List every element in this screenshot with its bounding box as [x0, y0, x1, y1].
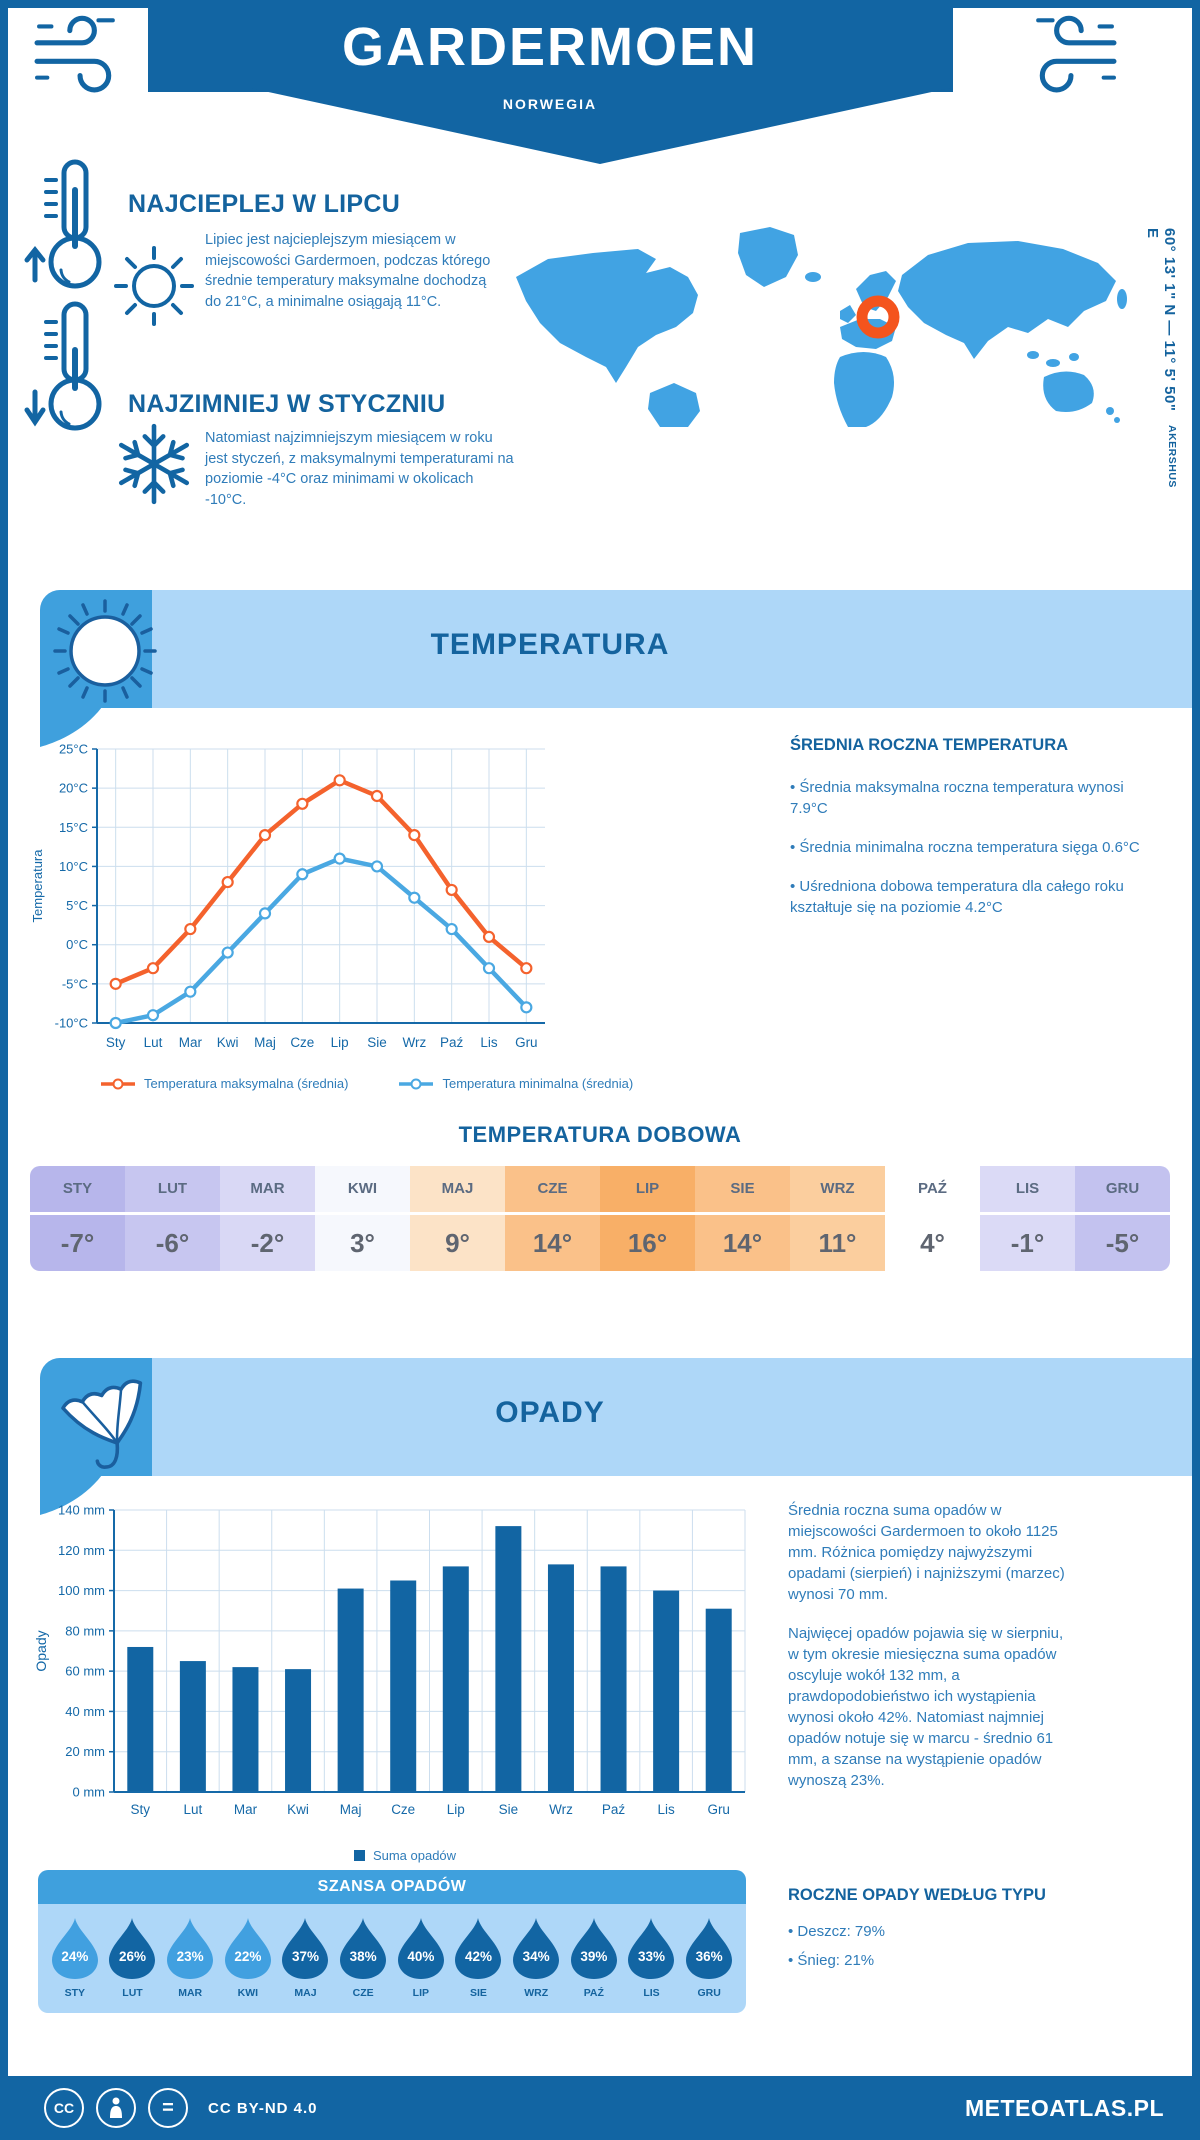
page-border-right: [1192, 0, 1200, 2140]
wind-icon: [26, 6, 130, 94]
svg-text:Kwi: Kwi: [216, 1035, 239, 1050]
svg-text:80 mm: 80 mm: [65, 1623, 105, 1639]
chance-value: 42%: [464, 1949, 492, 1964]
svg-text:Maj: Maj: [339, 1802, 362, 1817]
daily-temperature-table: [30, 1166, 1170, 1271]
svg-text:40 mm: 40 mm: [65, 1703, 105, 1719]
temperature-stats-heading: ŚREDNIA ROCZNA TEMPERATURA: [790, 736, 1069, 754]
droplet-icon: [571, 1916, 617, 1980]
world-map: [488, 215, 1140, 427]
chance-month-label: LIP: [412, 1987, 429, 1999]
temperature-section-title: TEMPERATURA: [430, 628, 670, 661]
header-corner-right: [953, 8, 1192, 92]
svg-text:-5°C: -5°C: [61, 976, 88, 992]
table-temperature-value: 11°: [790, 1215, 885, 1271]
table-temperature-value: -1°: [980, 1215, 1075, 1271]
chance-value: 34%: [522, 1949, 550, 1964]
svg-text:Sie: Sie: [367, 1035, 387, 1050]
svg-text:Wrz: Wrz: [402, 1035, 427, 1050]
droplet-icon: [167, 1916, 213, 1980]
chance-value: 24%: [61, 1949, 89, 1964]
temperature-line-chart: [28, 733, 573, 1065]
svg-text:5°C: 5°C: [66, 898, 88, 914]
legend-label: Suma opadów: [372, 1848, 457, 1863]
svg-text:Lis: Lis: [480, 1035, 498, 1050]
precipitation-types: [788, 1886, 1098, 1989]
thermometer-down-icon: [24, 298, 124, 438]
svg-text:25°C: 25°C: [58, 741, 88, 757]
svg-text:Temperatura: Temperatura: [30, 849, 45, 923]
svg-text:Lis: Lis: [657, 1802, 675, 1817]
chance-month-label: GRU: [697, 1987, 721, 1999]
precipitation-types-heading: ROCZNE OPADY WEDŁUG TYPU: [788, 1886, 1046, 1904]
chance-drop: [392, 1916, 450, 1999]
header-corner-left: [8, 8, 148, 92]
svg-text:-10°C: -10°C: [54, 1015, 88, 1031]
droplet-icon: [513, 1916, 559, 1980]
svg-text:15°C: 15°C: [58, 819, 88, 835]
droplet-icon: [398, 1916, 444, 1980]
droplet-icon: [282, 1916, 328, 1980]
svg-text:Cze: Cze: [391, 1802, 416, 1817]
table-month-header: LIS: [980, 1166, 1075, 1215]
table-month-header: MAR: [220, 1166, 315, 1215]
precipitation-chance-box: [38, 1870, 746, 2013]
table-month-header: CZE: [505, 1166, 600, 1215]
chance-month-label: LUT: [122, 1987, 143, 1999]
svg-text:Sty: Sty: [105, 1035, 126, 1050]
table-temperature-value: 9°: [410, 1215, 505, 1271]
chance-drop: [104, 1916, 162, 1999]
warm-section-text: Lipiec jest najcieplejszym miesiącem w miejscowości Gardermoen, podczas którego średnie temperatury maksymalne dochodzą do 21°C, a minimalne osiągają 11°C.: [205, 232, 491, 310]
precipitation-text: [788, 1500, 1073, 1809]
page-title: GARDERMOEN: [341, 17, 758, 77]
table-temperature-value: 4°: [885, 1215, 980, 1271]
svg-text:Mar: Mar: [178, 1035, 202, 1050]
svg-text:Gru: Gru: [515, 1035, 538, 1050]
location-marker: [862, 301, 894, 333]
chance-month-label: LIS: [643, 1987, 660, 1999]
svg-text:Lut: Lut: [143, 1035, 163, 1050]
chance-value: 22%: [234, 1949, 262, 1964]
table-month-header: WRZ: [790, 1166, 885, 1215]
chance-month-label: MAR: [178, 1987, 203, 1999]
svg-text:Paź: Paź: [440, 1035, 464, 1050]
table-temperature-value: 14°: [695, 1215, 790, 1271]
attribution-icon: [96, 2088, 136, 2128]
cold-section-text: Natomiast najzimniejszym miesiącem w roku jest styczeń, z maksymalnymi temperaturami na poziomie -4°C oraz minimami w okolicach -10°C.: [205, 430, 514, 508]
svg-text:Wrz: Wrz: [549, 1802, 573, 1817]
legend-item: Temperatura minimalna (średnia): [398, 1076, 633, 1091]
chance-drop: [277, 1916, 335, 1999]
temperature-stat-item: • Średnia maksymalna roczna temperatura wynosi 7.9°C: [790, 779, 1124, 817]
svg-text:60 mm: 60 mm: [65, 1663, 105, 1679]
cold-section-heading: NAJZIMNIEJ W STYCZNIU: [128, 390, 446, 418]
svg-text:Paź: Paź: [601, 1802, 626, 1817]
page-subtitle: NORWEGIA: [502, 96, 598, 112]
table-temperature-value: -6°: [125, 1215, 220, 1271]
svg-text:Cze: Cze: [290, 1035, 315, 1050]
temperature-stat-item: • Uśredniona dobowa temperatura dla całego roku kształtuje się na poziomie 4.2°C: [790, 878, 1124, 916]
svg-text:0°C: 0°C: [66, 937, 88, 953]
coordinates-block: [1144, 228, 1178, 488]
chance-month-label: PAŹ: [583, 1987, 604, 1999]
coordinates-text: 60° 13' 1" N — 11° 5' 50" E: [1144, 228, 1178, 412]
chance-value: 39%: [580, 1949, 608, 1964]
chance-value: 40%: [407, 1949, 435, 1964]
chance-month-label: KWI: [237, 1987, 259, 1999]
snowflake-icon: [108, 418, 200, 510]
chance-value: 38%: [349, 1949, 377, 1964]
chance-value: 33%: [637, 1949, 665, 1964]
thermometer-up-icon: [24, 156, 124, 296]
chance-month-label: SIE: [470, 1987, 487, 1999]
svg-text:0 mm: 0 mm: [72, 1784, 105, 1800]
site-name: METEOATLAS.PL: [964, 2094, 1164, 2121]
chance-drop: [450, 1916, 508, 1999]
legend-swatch: [354, 1850, 365, 1861]
footer: [0, 2076, 1200, 2140]
svg-text:Kwi: Kwi: [287, 1802, 309, 1817]
table-month-header: PAŹ: [885, 1166, 980, 1215]
page-border-left: [0, 0, 8, 2140]
droplet-icon: [109, 1916, 155, 1980]
precipitation-type-item: • Śnieg: 21%: [788, 1952, 875, 1969]
table-temperature-value: -2°: [220, 1215, 315, 1271]
precipitation-chance-drops: [38, 1904, 746, 2013]
table-temperature-value: -5°: [1075, 1215, 1170, 1271]
precipitation-chart-legend: [30, 1848, 780, 1863]
svg-text:Lip: Lip: [330, 1035, 349, 1050]
chance-month-label: MAJ: [294, 1987, 317, 1999]
chance-drop: [334, 1916, 392, 1999]
droplet-icon: [628, 1916, 674, 1980]
table-month-header: KWI: [315, 1166, 410, 1215]
droplet-icon: [686, 1916, 732, 1980]
umbrella-icon: [52, 1364, 164, 1476]
table-month-header: MAJ: [410, 1166, 505, 1215]
chance-drop: [507, 1916, 565, 1999]
chance-drop: [623, 1916, 681, 1999]
chance-month-label: CZE: [352, 1987, 374, 1999]
daily-temperature-title: TEMPERATURA DOBOWA: [458, 1122, 742, 1147]
precipitation-paragraph: Średnia roczna suma opadów w miejscowości Gardermoen to około 1125 mm. Różnica pomiędzy najwyższymi opadami (sierpień) i najniższymi (marzec) wynosi 70 mm.: [788, 1502, 1065, 1603]
chance-value: 26%: [118, 1949, 146, 1964]
precipitation-chance-title: SZANSA OPADÓW: [38, 1870, 746, 1904]
svg-text:Lut: Lut: [183, 1802, 203, 1817]
svg-text:10°C: 10°C: [58, 858, 88, 874]
temperature-stats: [790, 736, 1140, 936]
chance-value: 37%: [291, 1949, 319, 1964]
chance-value: 23%: [176, 1949, 204, 1964]
svg-text:120 mm: 120 mm: [58, 1542, 105, 1558]
svg-text:100 mm: 100 mm: [58, 1583, 105, 1599]
table-temperature-value: -7°: [30, 1215, 125, 1271]
svg-text:20°C: 20°C: [58, 780, 88, 796]
nd-icon: =: [148, 2088, 188, 2128]
license-label: CC BY-ND 4.0: [208, 2099, 318, 2117]
sun-banner-icon: [50, 596, 160, 706]
cc-icon: CC: [44, 2088, 84, 2128]
chance-month-label: WRZ: [524, 1987, 549, 1999]
droplet-icon: [455, 1916, 501, 1980]
chance-drop: [565, 1916, 623, 1999]
warm-section-heading: NAJCIEPLEJ W LIPCU: [128, 190, 401, 218]
svg-text:Gru: Gru: [707, 1802, 730, 1817]
table-month-header: LIP: [600, 1166, 695, 1215]
svg-text:Maj: Maj: [254, 1035, 276, 1050]
table-temperature-value: 14°: [505, 1215, 600, 1271]
region-label: AKERSHUS: [1166, 425, 1178, 488]
legend-item: Temperatura maksymalna (średnia): [100, 1076, 348, 1091]
table-month-header: STY: [30, 1166, 125, 1215]
svg-text:Mar: Mar: [233, 1802, 258, 1817]
table-temperature-value: 16°: [600, 1215, 695, 1271]
precipitation-bar-chart: [30, 1492, 780, 1842]
svg-text:Opady: Opady: [33, 1630, 49, 1672]
chance-drop: [219, 1916, 277, 1999]
svg-text:20 mm: 20 mm: [65, 1744, 105, 1760]
precipitation-section-title: OPADY: [495, 1396, 605, 1429]
table-month-header: GRU: [1075, 1166, 1170, 1215]
svg-text:140 mm: 140 mm: [58, 1502, 105, 1518]
chance-value: 36%: [695, 1949, 723, 1964]
precipitation-type-item: • Deszcz: 79%: [788, 1923, 885, 1940]
temperature-stat-item: • Średnia minimalna roczna temperatura sięga 0.6°C: [790, 839, 1140, 856]
temperature-chart-legend: [100, 1076, 633, 1091]
table-temperature-value: 3°: [315, 1215, 410, 1271]
svg-text:Sie: Sie: [498, 1802, 519, 1817]
svg-text:Lip: Lip: [446, 1802, 465, 1817]
droplet-icon: [225, 1916, 271, 1980]
chance-drop: [680, 1916, 738, 1999]
wind-icon: [1021, 6, 1125, 94]
table-month-header: LUT: [125, 1166, 220, 1215]
precipitation-paragraph: Najwięcej opadów pojawia się w sierpniu, w tym okresie miesięczna suma opadów oscyluje wokół 132 mm, a prawdopodobieństwo ich wystąpienia wynosi około 42%. Natomiast najmniej opadów notuje się w marcu - średnio 61 mm, a szanse na wystąpienie opadów wynoszą 23%.: [788, 1625, 1064, 1789]
chance-drop: [161, 1916, 219, 1999]
chance-month-label: STY: [64, 1987, 86, 1999]
table-month-header: SIE: [695, 1166, 790, 1215]
svg-text:Sty: Sty: [130, 1802, 151, 1817]
chance-drop: [46, 1916, 104, 1999]
droplet-icon: [52, 1916, 98, 1980]
droplet-icon: [340, 1916, 386, 1980]
